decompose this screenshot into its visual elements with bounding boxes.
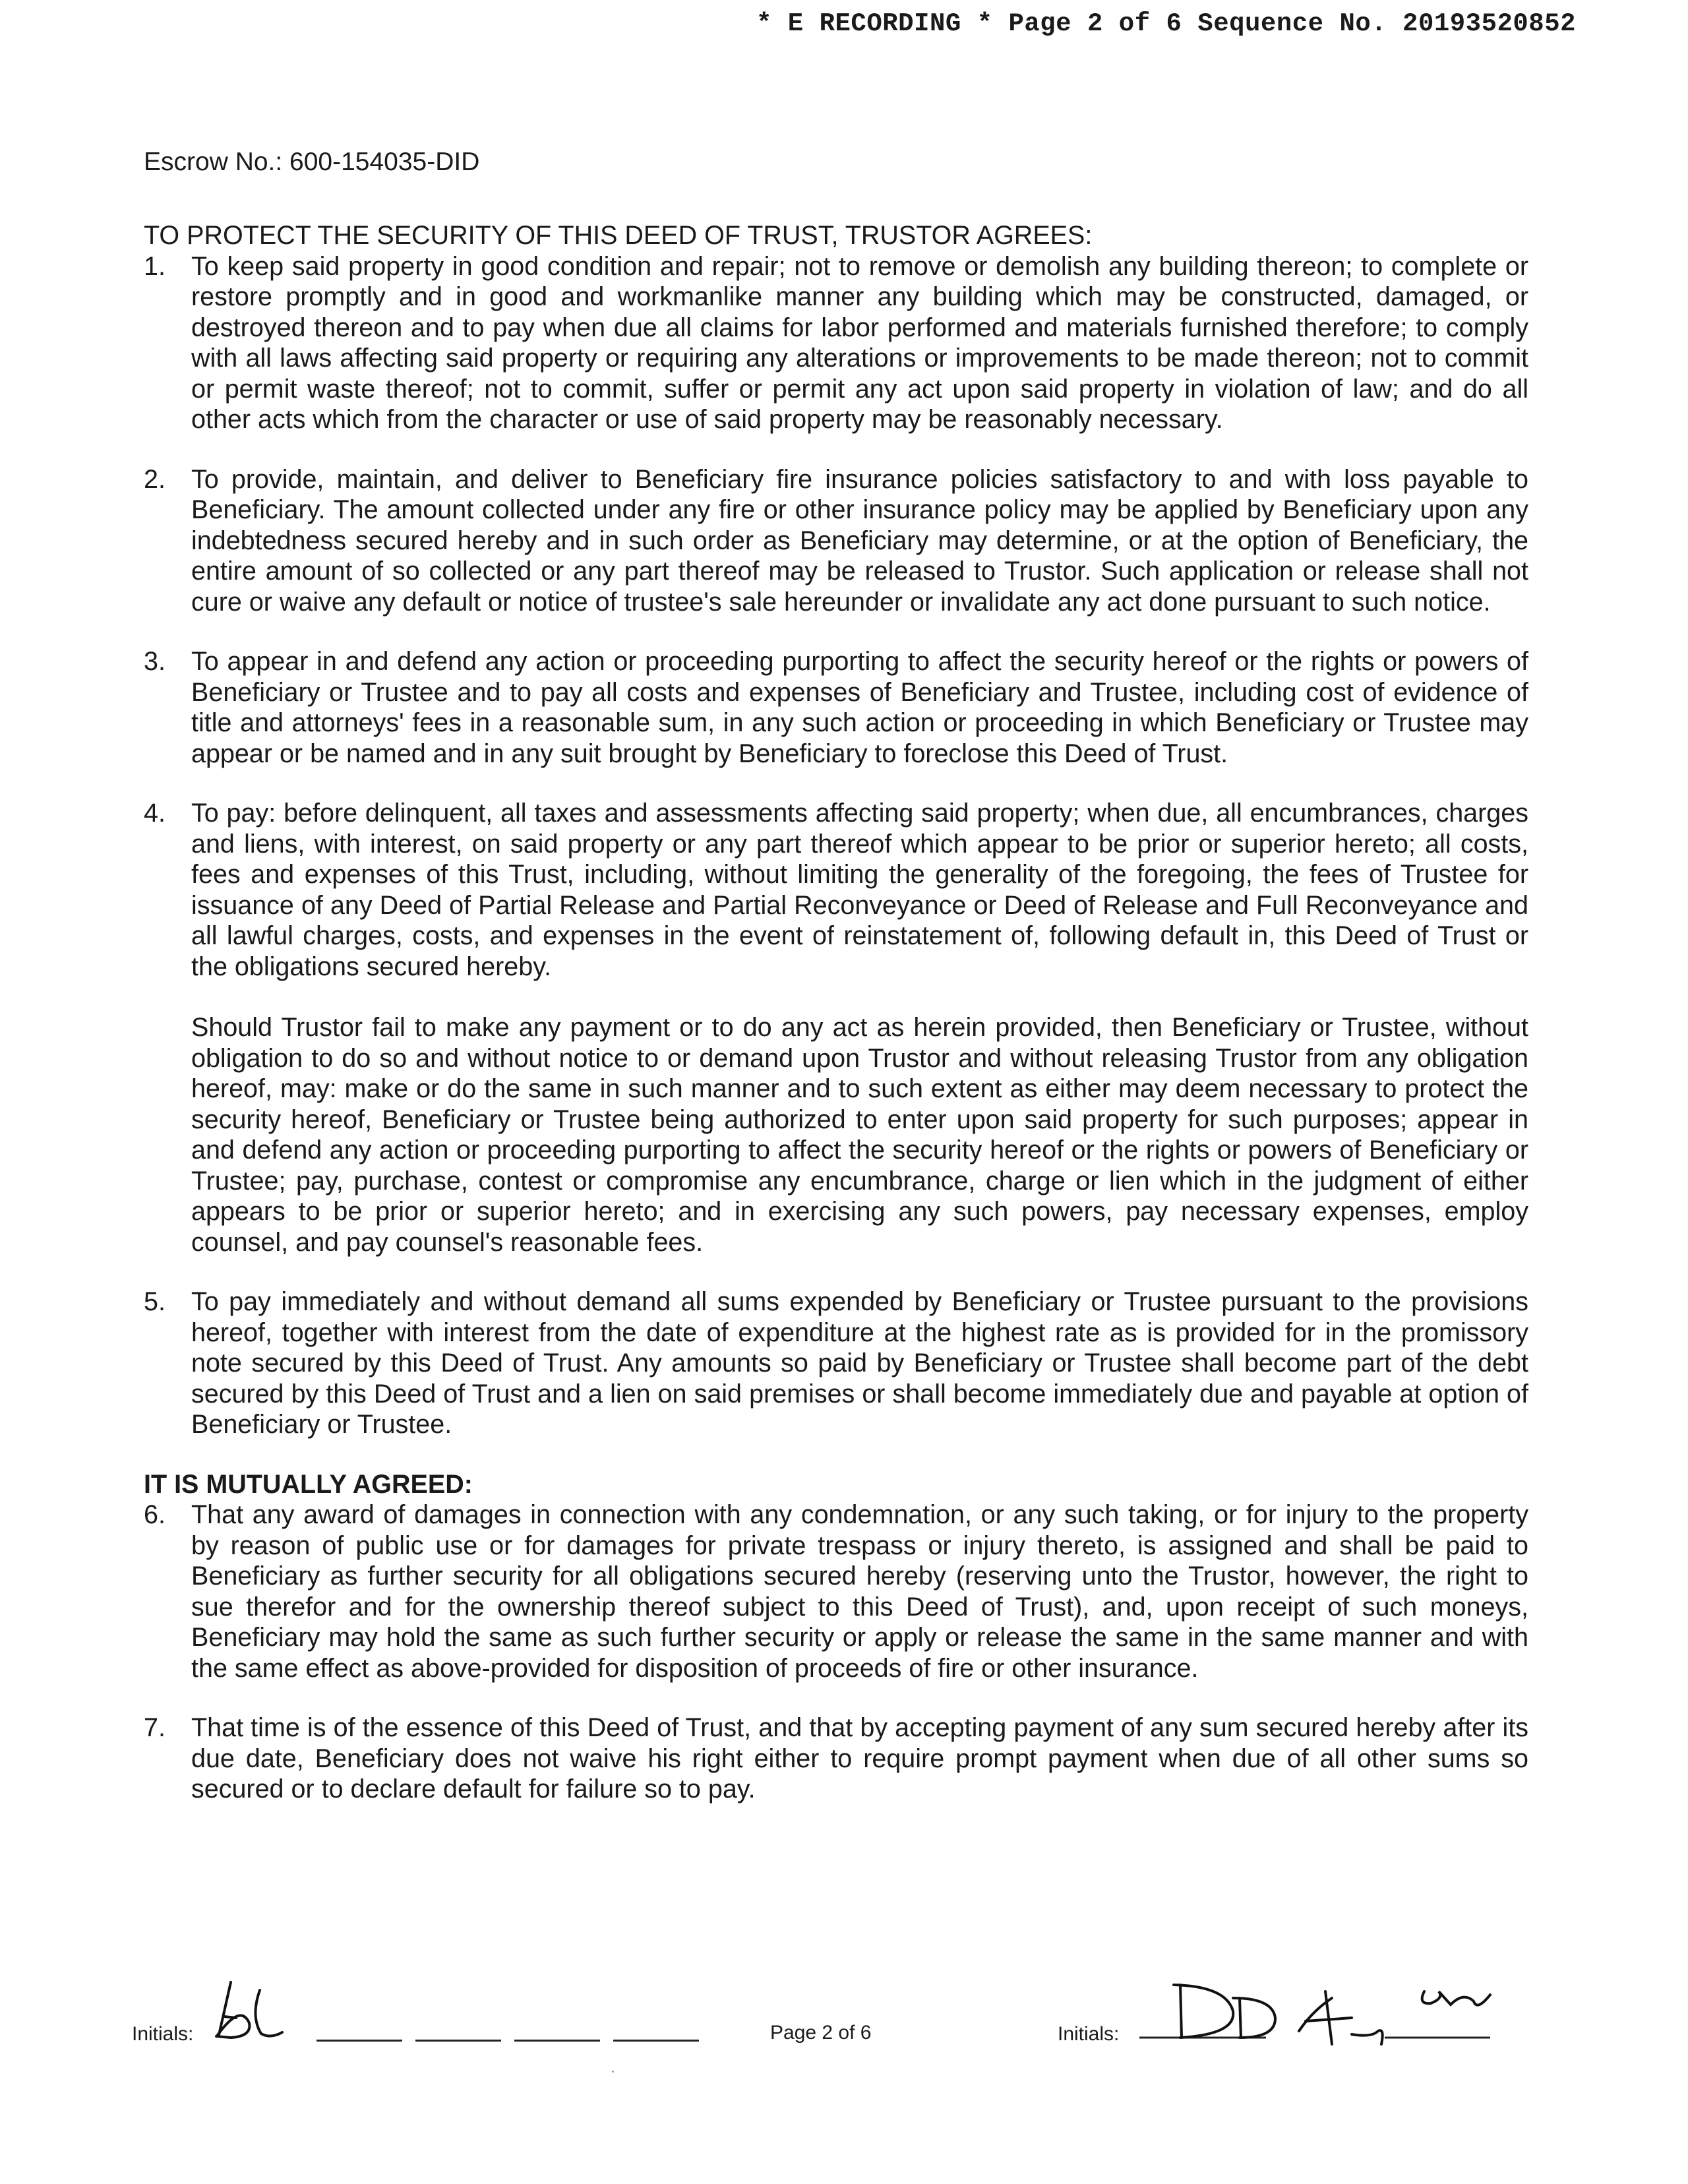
trustor-covenants-list [144,251,1528,1440]
item-text: That time is of the essence of this Deed of Trust, and that by accepting payment of any sum secured hereby after its due date, Beneficiary does not waive his right either to require prompt payment when due of all other sums so secured or to declare default for failure so to pay. [191,1713,1528,1804]
initials-signature-left [204,1977,297,2043]
scan-speck [612,2071,614,2073]
initials-line [415,2040,501,2042]
page-footer [132,1952,1543,2051]
list-item [144,1287,1528,1440]
item-number: 6. [144,1500,166,1529]
mutually-agreed-heading: IT IS MUTUALLY AGREED: [144,1469,473,1499]
initials-signature-right [1134,1972,1503,2051]
list-item [144,646,1528,769]
document-body [144,220,1528,1834]
list-item [144,798,1528,1258]
initials-line [613,2040,699,2042]
item-text-continued: Should Trustor fail to make any payment or to do any act as herein provided, then Beneficiary or Trustee, without obligation to do so and without notice to or demand upon Trustor and without releasing Trustor from any obligation hereof, may: make or do the same in such manner and to such extent as either may deem necessary to protect the security hereof, Beneficiary or Trustee being authorized to enter upon said property for such purposes; appear in and defend any action or proceeding purporting to affect the security hereof or the rights or powers of Beneficiary or Trustee; pay, purchase, contest or compromise any encumbrance, charge or lien which in the judgment of either appears to be prior or superior hereto; and in exercising any such powers, pay necessary expenses, employ counsel, and pay counsel's reasonable fees. [191,1013,1528,1257]
item-text: To pay immediately and without demand all sums expended by Beneficiary or Trustee pursuant to the provisions hereof, together with interest from the date of expenditure at the highest rate as is provided for in the promissory note secured by this Deed of Trust. Any amounts so paid by Beneficiary or Trustee shall become part of the debt secured by this Deed of Trust and a lien on said premises or shall become immediately due and payable at option of Beneficiary or Trustee. [191,1287,1528,1439]
item-number: 7. [144,1713,166,1742]
item-number: 4. [144,799,166,828]
item-text: To appear in and defend any action or proceeding purporting to affect the security hereof or the rights or powers of Beneficiary or Trustee and to pay all costs and expenses of Beneficiary and Trustee, including cost of evidence of title and attorneys' fees in a reasonable sum, in any such action or proceeding in which Beneficiary or Trustee may appear or be named and in any suit brought by Beneficiary to foreclose this Deed of Trust. [191,647,1528,768]
trustor-agrees-heading: TO PROTECT THE SECURITY OF THIS DEED OF TRUST, TRUSTOR AGREES: [144,221,1093,250]
item-text: To keep said property in good condition and repair; not to remove or demolish any building thereon; to complete or restore promptly and in good and workmanlike manner any building which may be constructed, damaged, or destroyed thereon and to pay when due all claims for labor performed and materials furnished therefore; to comply with all laws affecting said property or requiring any alterations or improvements to be made thereon; not to commit or permit waste thereof; not to commit, suffer or permit any act upon said property in violation of law; and do all other acts which from the character or use of said property may be reasonably necessary. [191,251,1528,434]
recording-header: * E RECORDING * Page 2 of 6 Sequence No. 20193520852 [756,9,1576,38]
item-text: To provide, maintain, and deliver to Beneficiary fire insurance policies satisfactory to and with loss payable to Beneficiary. The amount collected under any fire or other insurance policy may be applied by Beneficiary upon any indebtedness secured hereby and in such order as Beneficiary may determine, or at the option of Beneficiary, the entire amount of so collected or any part thereof may be released to Trustor. Such application or release shall not cure or waive any default or notice of trustee's sale hereunder or invalidate any act done pursuant to such notice. [191,464,1528,617]
page-number: Page 2 of 6 [770,2022,872,2044]
item-text: To pay: before delinquent, all taxes and assessments affecting said property; when due, all encumbrances, charges and liens, with interest, on said property or any part thereof which appear to be prior or superior hereto; all costs, fees and expenses of this Trust, including, without limiting the generality of the foregoing, the fees of Trustee for issuance of any Deed of Partial Release and Partial Reconveyance or Deed of Release and Full Reconveyance and all lawful charges, costs, and expenses in the event of reinstatement of, following default in, this Deed of Trust or the obligations secured hereby. [191,799,1528,981]
list-item [144,464,1528,618]
item-text: That any award of damages in connection with any condemnation, or any such taking, or for injury to the property by reason of public use or for damages for private trespass or injury thereto, is assigned and shall be paid to Beneficiary as further security for all obligations secured hereby (reserving unto the Trustor, however, the right to sue therefor and for the ownership thereof subject to this Deed of Trust), and, upon receipt of such moneys, Beneficiary may hold the same as such further security or apply or release the same in the same manner and with the same effect as above-provided for disposition of proceeds of fire or other insurance. [191,1500,1528,1683]
item-number: 5. [144,1287,166,1316]
list-item [144,251,1528,435]
initials-line [316,2040,402,2042]
item-number: 3. [144,647,166,676]
item-number: 2. [144,464,166,494]
list-item [144,1500,1528,1684]
mutual-agreements-list [144,1500,1528,1805]
escrow-number: Escrow No.: 600-154035-DID [144,148,480,176]
initials-line [514,2040,600,2042]
initials-label-left: Initials: [132,2023,194,2045]
item-number: 1. [144,251,166,281]
list-item [144,1713,1528,1805]
initials-label-right: Initials: [1058,2023,1120,2045]
